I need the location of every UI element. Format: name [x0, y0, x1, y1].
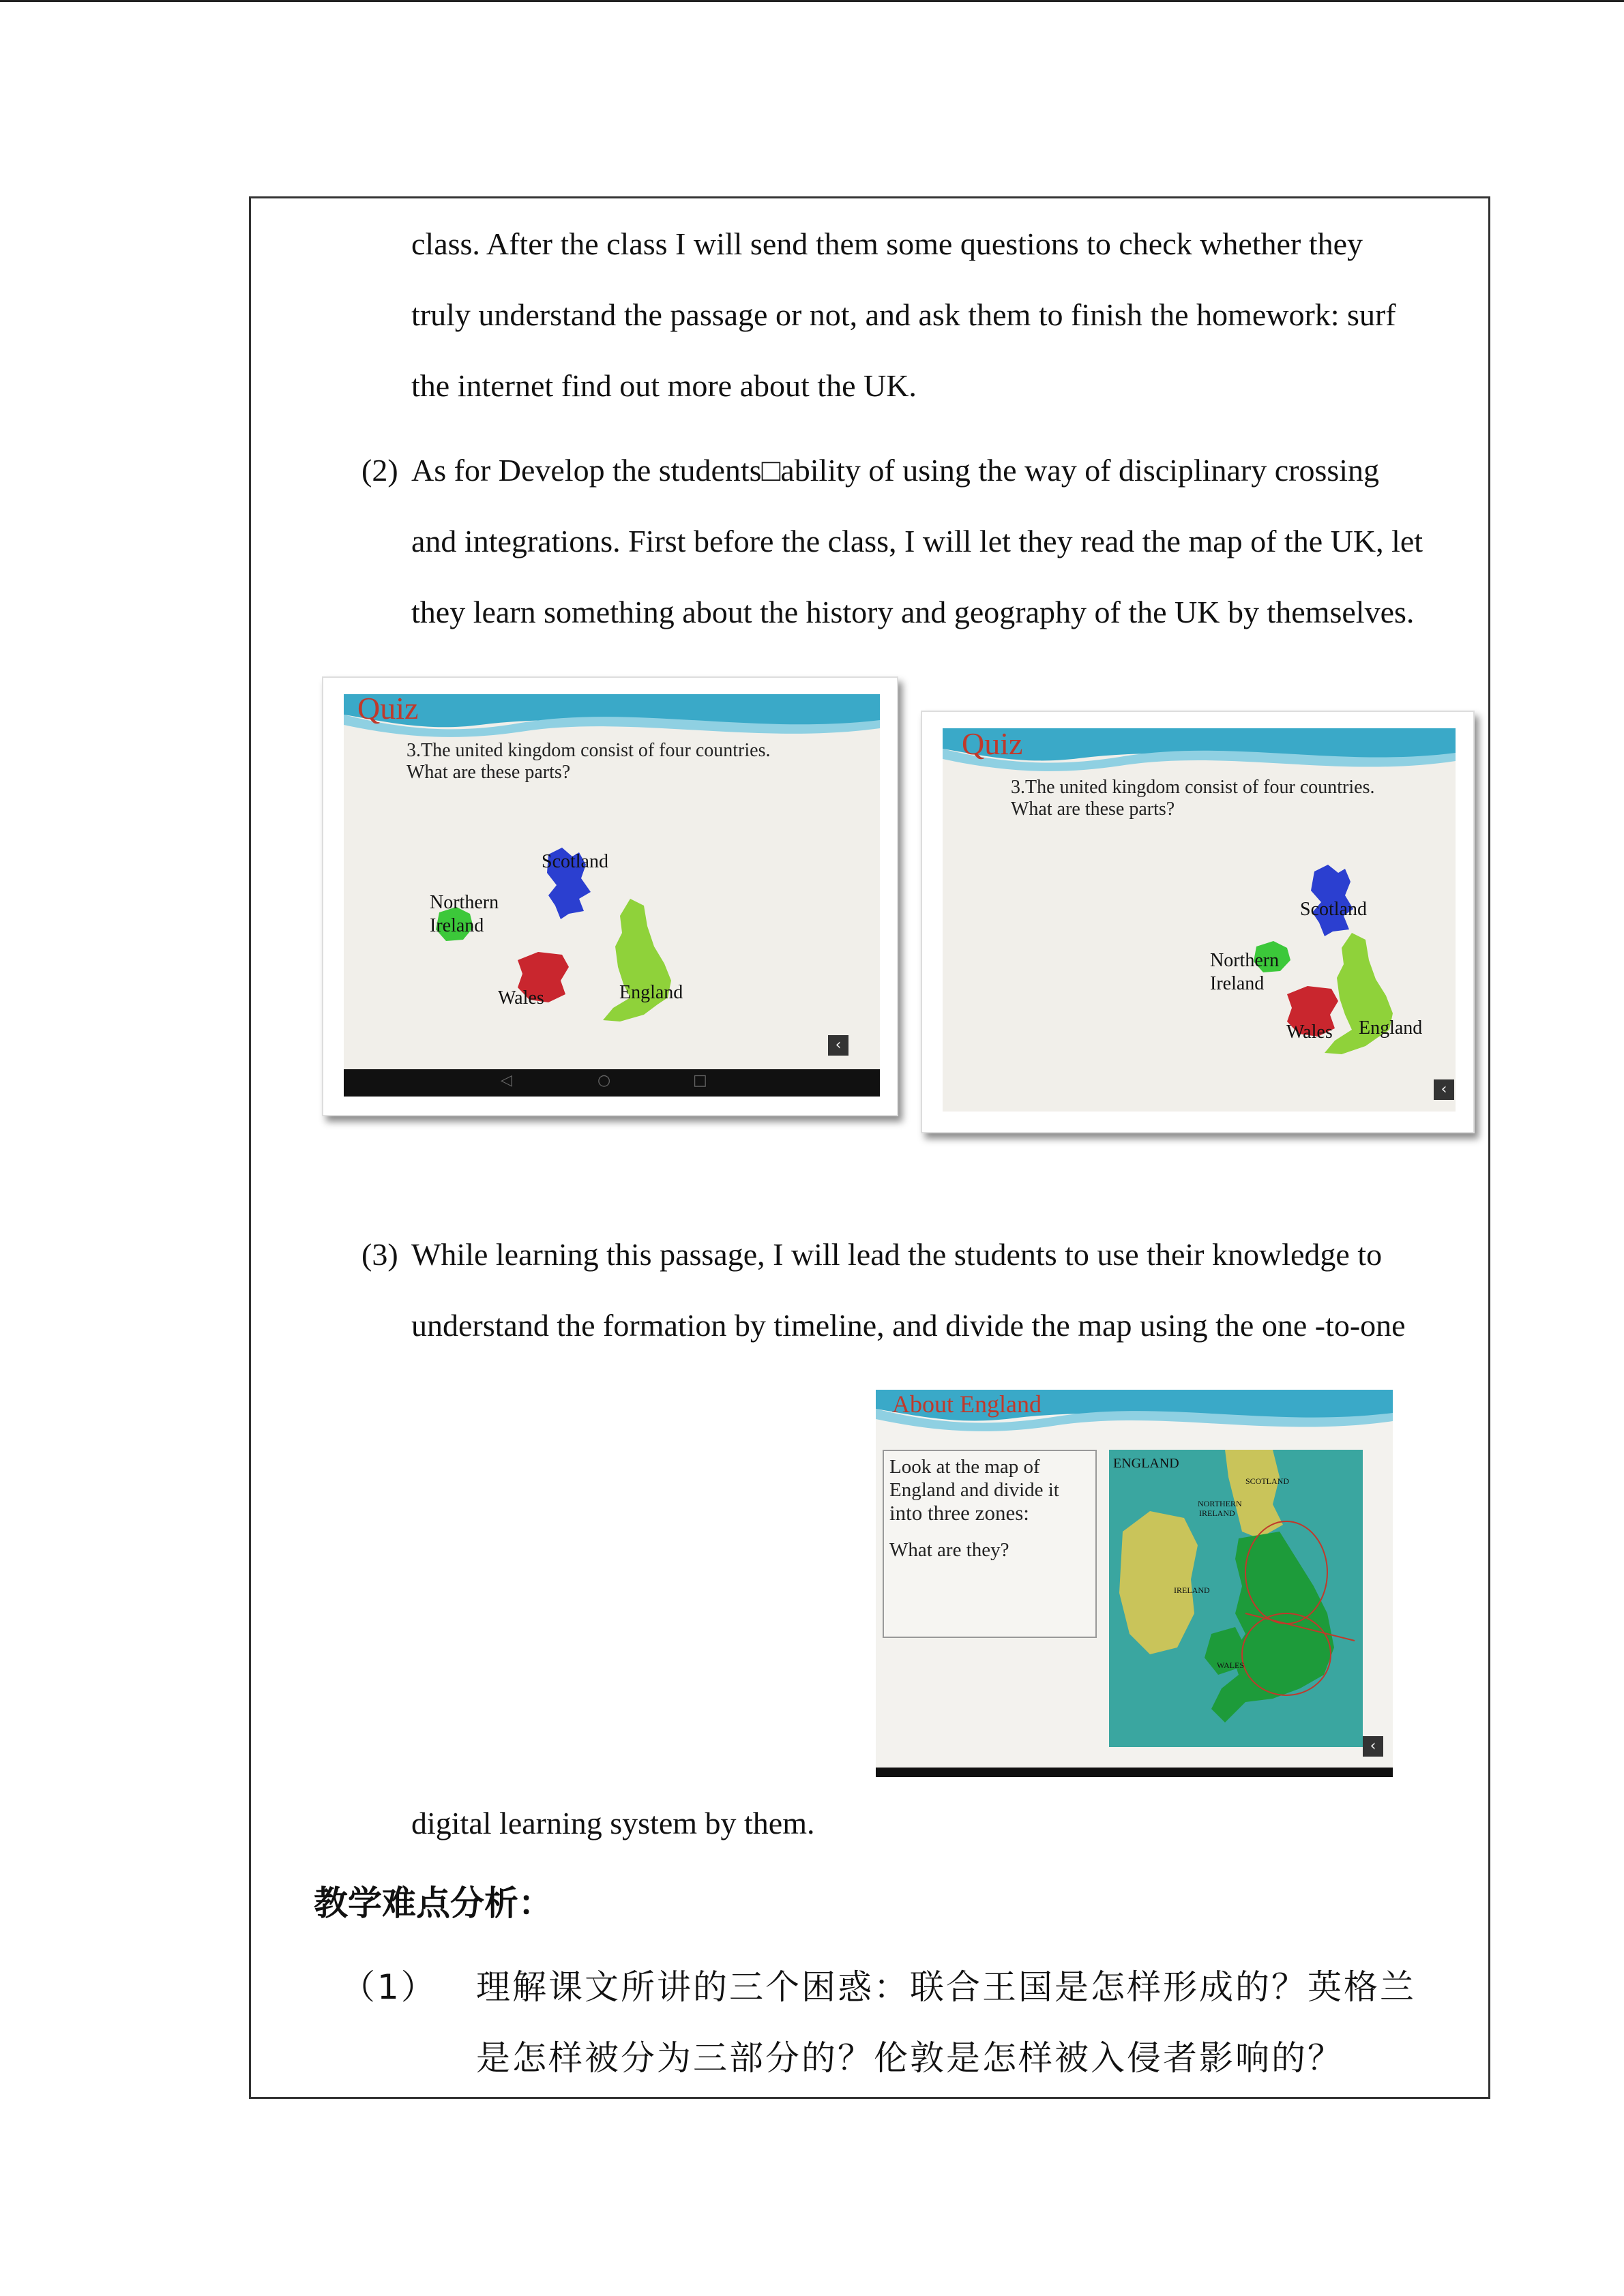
instruction-question: What are they?: [889, 1539, 1009, 1561]
item-3-last-line: digital learning system by them.: [411, 1806, 815, 1840]
label-ireland: Ireland: [430, 915, 484, 936]
nav-recent-icon: □: [693, 1072, 707, 1089]
difficulty-heading: 教学难点分析：: [314, 1883, 552, 1923]
slide-screen: [344, 694, 880, 1069]
label-wales: Wales: [1286, 1022, 1333, 1043]
slide-title: About England: [892, 1390, 1042, 1418]
scotland-land-shape: [1225, 1450, 1283, 1538]
england-map-drawing: [1109, 1450, 1363, 1747]
slide-prev-button: ‹: [1363, 1736, 1383, 1757]
difficulty-item-1-line: 理解课文所讲的三个困惑：联合王国是怎样形成的？英格兰: [476, 1967, 1416, 2007]
map-label-england: ENGLAND: [1113, 1456, 1179, 1471]
slide-prev-button: ‹: [828, 1035, 848, 1056]
map-label-scotland: SCOTLAND: [1245, 1476, 1290, 1486]
photo-about-england: [876, 1390, 1393, 1777]
slide-screen: [943, 728, 1456, 1112]
paragraph-line: class. After the class I will send them some questions to check whether they: [411, 226, 1363, 261]
instruction-box: [883, 1450, 1097, 1638]
label-wales: Wales: [498, 987, 544, 1009]
map-label-ireland: IRELAND: [1174, 1585, 1210, 1595]
instruction-line: into three zones:: [889, 1501, 1029, 1525]
paragraph-line: the internet find out more about the UK.: [411, 368, 917, 403]
label-ireland: Ireland: [1210, 973, 1265, 994]
slide-question: What are these parts?: [1011, 799, 1175, 820]
difficulty-item-1-line: 是怎样被分为三部分的？伦敦是怎样被入侵者影响的？: [476, 2038, 1344, 2078]
nav-back-icon: ◁: [501, 1072, 512, 1089]
difficulty-item-1-number: （1）: [341, 1967, 437, 2007]
map-label-northern: NORTHERN: [1198, 1499, 1242, 1508]
england-map: [1109, 1450, 1363, 1747]
slide-prev-button: ‹: [1434, 1079, 1454, 1100]
instruction-line: Look at the map of: [889, 1456, 1040, 1478]
slide-question: 3.The united kingdom consist of four countries.: [1011, 777, 1375, 798]
slide-question: What are these parts?: [407, 762, 571, 783]
item-3-number: (3): [361, 1237, 398, 1272]
label-england: England: [1359, 1017, 1423, 1039]
instruction-line: England and divide it: [889, 1479, 1059, 1501]
nav-home-icon: ○: [597, 1072, 611, 1089]
item-2-line: As for Develop the students□ability of using the way of disciplinary crossing: [411, 453, 1380, 488]
label-northern: Northern: [1210, 950, 1280, 971]
uk-map: [943, 728, 1456, 1112]
item-2-line: and integrations. First before the class, I will let they read the map of the UK, let: [411, 524, 1423, 558]
slide-title: Quiz: [357, 694, 419, 726]
map-label-wales: WALES: [1217, 1660, 1244, 1670]
label-northern: Northern: [430, 892, 499, 913]
android-nav-bar: [344, 1069, 880, 1097]
slide-title: Quiz: [962, 728, 1023, 761]
slide-screen: [876, 1390, 1393, 1768]
item-3-line: While learning this passage, I will lead the students to use their knowledge to: [411, 1237, 1383, 1272]
slide-question: 3.The united kingdom consist of four countries.: [407, 740, 771, 761]
uk-map: [344, 694, 880, 1069]
item-3-line: understand the formation by timeline, and divide the map using the one -to-one: [411, 1308, 1406, 1343]
photo-quiz-1: [322, 676, 898, 1116]
map-label-n-ireland: IRELAND: [1199, 1508, 1235, 1518]
page-top-rule: [0, 0, 1624, 2]
photo-quiz-2: [921, 711, 1475, 1133]
paragraph-line: truly understand the passage or not, and ask them to finish the homework: surf: [411, 297, 1396, 332]
item-2-number: (2): [361, 453, 398, 488]
label-england: England: [619, 982, 683, 1003]
item-2-line: they learn something about the history and geography of the UK by themselves.: [411, 595, 1415, 629]
label-scotland: Scotland: [542, 851, 608, 872]
label-scotland: Scotland: [1300, 899, 1367, 920]
